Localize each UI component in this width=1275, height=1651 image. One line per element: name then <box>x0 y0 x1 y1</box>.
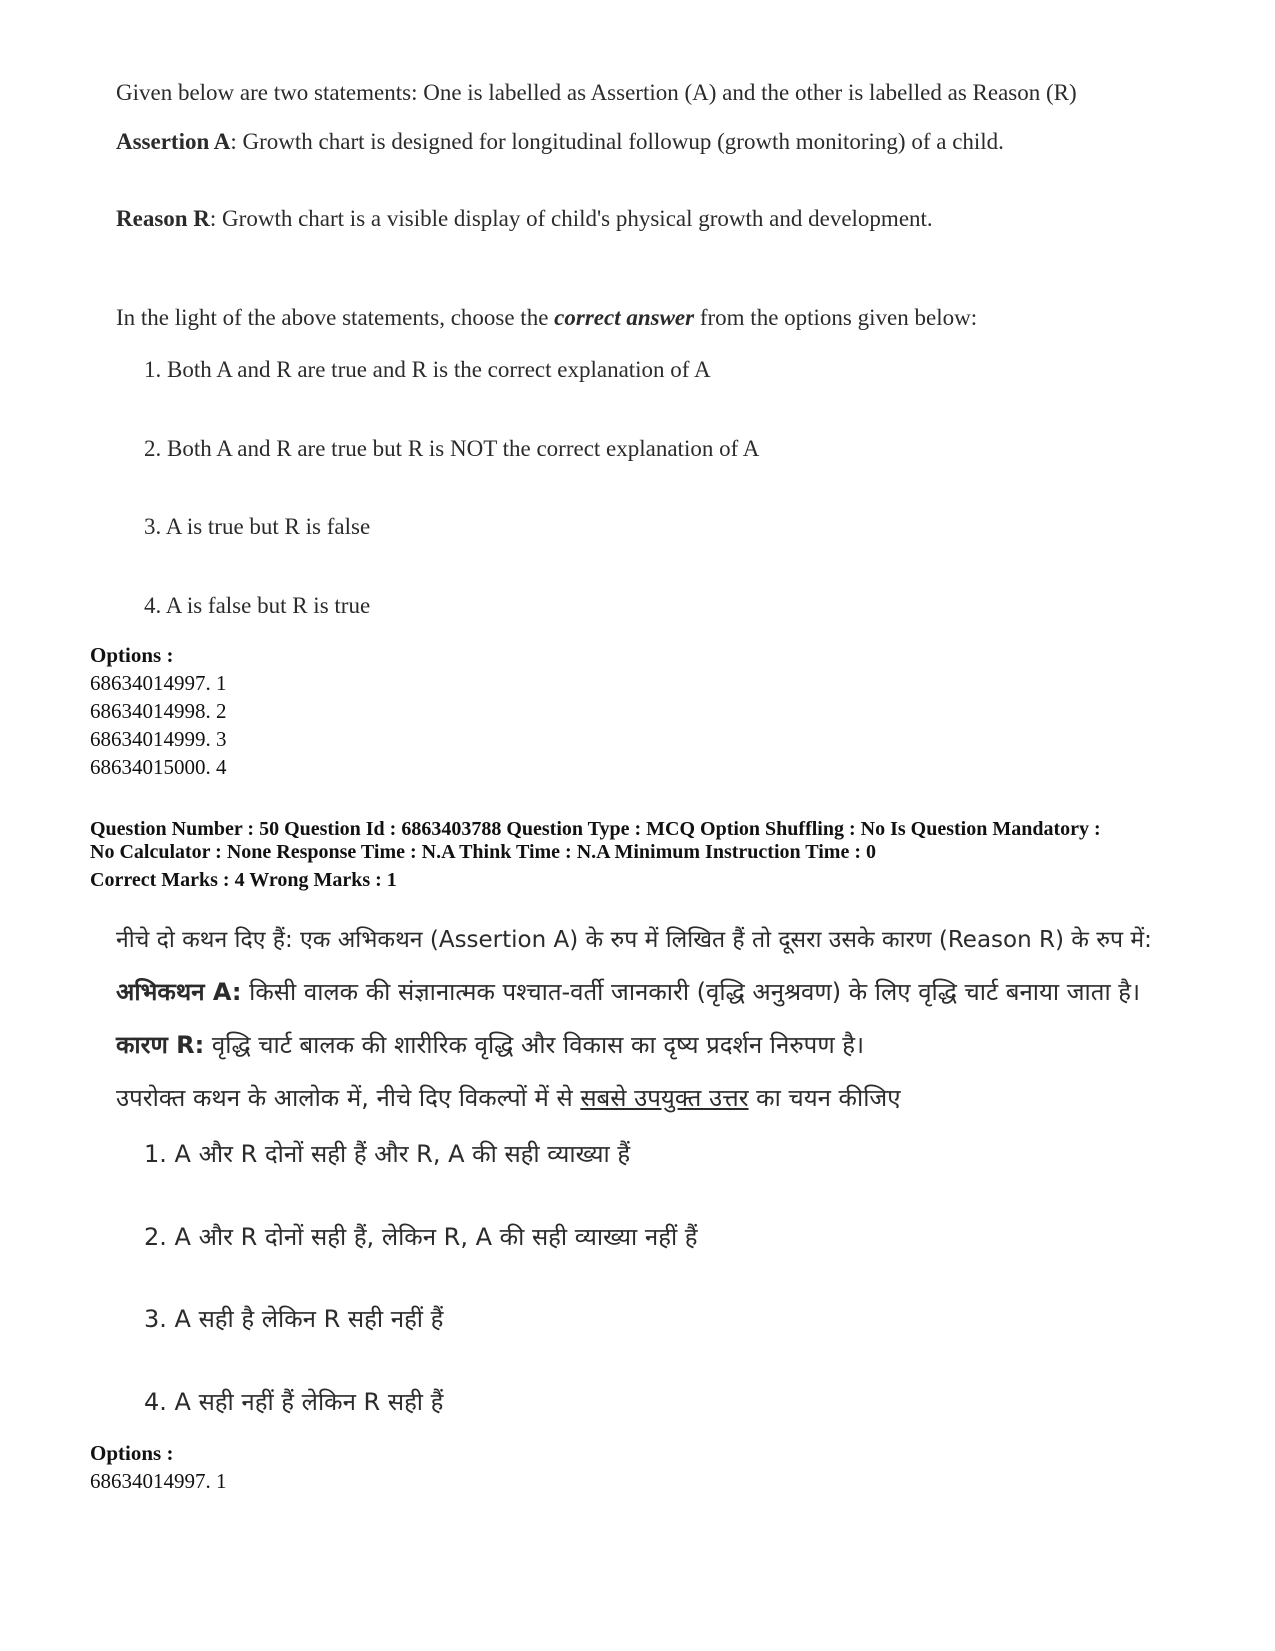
q49-prompt-post: from the options given below: <box>694 305 978 330</box>
q50-prompt-underlined: सबसे उपयुक्त उत्तर <box>580 1084 749 1112</box>
q50-options-label: Options : <box>90 1441 174 1465</box>
q49-options-label: Options : <box>90 643 174 667</box>
q49-option-4: 68634015000. 4 <box>90 755 227 779</box>
q50-reason-label: कारण R: <box>116 1031 205 1059</box>
q49-option-1: 68634014997. 1 <box>90 671 227 695</box>
q50-reason <box>116 1028 864 1061</box>
q50-intro: नीचे दो कथन दिए हैं: एक अभिकथन (Assertion A) के रुप में लिखित हैं तो दूसरा उसके कारण (Reason R) के रुप में: <box>116 927 1152 953</box>
q50-prompt-post: का चयन कीजिए <box>748 1084 901 1112</box>
q50-choice-1: 1. A और R दोनों सही हैं और R, A की सही व्याख्या हैं <box>144 1140 631 1168</box>
q49-choice-3: 3. A is true but R is false <box>144 514 371 539</box>
q50-assertion-text: किसी वालक की संज्ञानात्मक पश्चात-वर्ती जानकारी (वृद्धि अनुश्रवण) के लिए वृद्धि चार्ट बनाया जाता है। <box>241 978 1141 1006</box>
q50-option-1: 68634014997. 1 <box>90 1469 227 1493</box>
q49-reason <box>116 206 933 232</box>
q49-prompt <box>116 305 977 331</box>
q50-prompt-pre: उपरोक्त कथन के आलोक में, नीचे दिए विकल्पों में से <box>116 1084 581 1112</box>
q49-choice-1: 1. Both A and R are true and R is the correct explanation of A <box>144 357 711 382</box>
q49-choice-2: 2. Both A and R are true but R is NOT the correct explanation of A <box>144 436 760 461</box>
q50-meta-line-3: Correct Marks : 4 Wrong Marks : 1 <box>90 869 397 891</box>
q49-option-2: 68634014998. 2 <box>90 699 227 723</box>
q50-meta-line-2: No Calculator : None Response Time : N.A Think Time : N.A Minimum Instruction Time : 0 <box>90 841 876 863</box>
q49-option-3: 68634014999. 3 <box>90 727 227 751</box>
q50-choice-3: 3. A सही है लेकिन R सही नहीं हैं <box>144 1305 444 1333</box>
q49-assertion-label: Assertion A <box>116 129 231 154</box>
q50-choice-2: 2. A और R दोनों सही हैं, लेकिन R, A की सही व्याख्या नहीं हैं <box>144 1223 698 1251</box>
q50-prompt <box>116 1081 901 1114</box>
q49-reason-text: : Growth chart is a visible display of child's physical growth and development. <box>209 206 933 231</box>
q49-reason-label: Reason R <box>116 206 210 231</box>
q50-assertion <box>116 975 1140 1008</box>
q49-prompt-pre: In the light of the above statements, choose the <box>116 305 555 330</box>
q50-choice-4: 4. A सही नहीं हैं लेकिन R सही हैं <box>144 1388 444 1416</box>
q49-prompt-em: correct answer <box>554 305 695 330</box>
q50-assertion-label: अभिकथन A: <box>116 978 242 1006</box>
q49-assertion <box>116 129 1004 155</box>
q49-assertion-text: : Growth chart is designed for longitudinal followup (growth monitoring) of a child. <box>230 129 1004 154</box>
q50-meta-line-1: Question Number : 50 Question Id : 6863403788 Question Type : MCQ Option Shuffling : No Is Question Mandatory : <box>90 818 1101 840</box>
q49-intro: Given below are two statements: One is labelled as Assertion (A) and the other is labelled as Reason (R) <box>116 80 1077 105</box>
q49-choice-4: 4. A is false but R is true <box>144 593 371 618</box>
q50-reason-text: वृद्धि चार्ट बालक की शारीरिक वृद्धि और विकास का दृष्य प्रदर्शन निरुपण है। <box>204 1031 865 1059</box>
